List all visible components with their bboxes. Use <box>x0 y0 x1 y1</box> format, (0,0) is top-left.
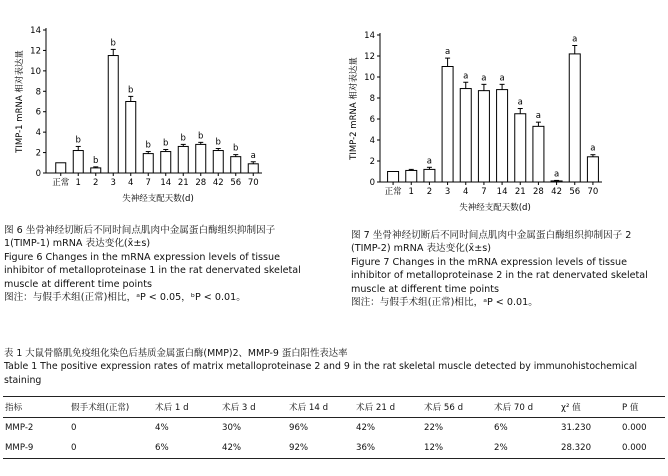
significance-label: b <box>198 131 204 142</box>
table1-title-en-1: Table 1 The positive expression rates of matrix metalloproteinase 2 and 9 in the rat skeletal muscle detected by immunohistochemical <box>4 361 638 373</box>
y-tick-label: 2 <box>35 148 41 159</box>
figure7-caption-en-2: inhibitor of metalloproteinase 2 in the rat denervated skeletal <box>351 270 648 282</box>
y-tick-label: 6 <box>35 107 41 118</box>
significance-label: b <box>128 85 134 96</box>
bar <box>533 126 544 182</box>
x-tick-label: 正常 <box>384 187 402 197</box>
figure7-caption-en-3: muscle at different time points <box>351 283 499 295</box>
table1-header: 术后 21 d <box>356 403 396 413</box>
bar <box>515 114 526 182</box>
y-tick-label: 8 <box>35 87 41 98</box>
table1-header: 假手术组(正常) <box>71 403 130 413</box>
x-tick-label: 2 <box>426 187 433 197</box>
x-tick-label: 56 <box>230 178 242 188</box>
table-cell: 6% <box>155 443 169 453</box>
significance-label: b <box>145 140 151 151</box>
figure7-caption-en-1: Figure 7 Changes in the mRNA expression levels of tissue <box>351 256 628 268</box>
table-cell: 42% <box>222 443 242 453</box>
significance-label: a <box>590 143 596 154</box>
table-cell: 42% <box>356 423 376 433</box>
x-tick-label: 21 <box>177 178 189 188</box>
y-tick-label: 6 <box>369 115 375 125</box>
significance-label: a <box>572 34 578 45</box>
figure7-caption-cn-1: 图 7 坐骨神经切断后不同时间点肌肉中金属蛋白酶组织抑制因子 2 <box>351 230 632 241</box>
figure6-note: 图注：与假手术组(正常)相比，ᵃP < 0.05，ᵇP < 0.01。 <box>4 292 246 304</box>
table1-header: 术后 56 d <box>424 403 464 413</box>
significance-label: a <box>553 169 560 180</box>
table-cell: 0 <box>71 423 77 433</box>
bar <box>196 144 206 173</box>
x-tick-label: 7 <box>481 187 487 197</box>
table1-title <box>4 347 637 387</box>
bar <box>587 157 598 182</box>
bar <box>497 90 508 182</box>
bar <box>73 151 83 173</box>
significance-label: a <box>426 156 433 167</box>
bar <box>388 172 399 183</box>
bar <box>551 181 562 182</box>
table1-header: 术后 70 d <box>494 403 534 413</box>
y-tick-label: 12 <box>364 52 375 62</box>
significance-label: a <box>250 150 256 161</box>
x-tick-label: 1 <box>408 187 414 197</box>
y-tick-label: 4 <box>35 128 41 139</box>
bar <box>126 102 136 174</box>
significance-label: b <box>215 137 221 148</box>
bar <box>213 151 223 173</box>
y-axis-label: TIMP-1 mRNA 相对表达量 <box>15 50 25 153</box>
significance-label: a <box>499 73 505 84</box>
significance-label: b <box>163 138 169 149</box>
table1-header: 术后 1 d <box>155 403 189 413</box>
x-tick-label: 1 <box>75 178 81 188</box>
bar <box>143 154 153 173</box>
x-tick-label: 14 <box>160 178 172 188</box>
table1-title-en-2: staining <box>4 374 42 386</box>
y-tick-label: 10 <box>364 73 375 83</box>
significance-label: a <box>444 47 451 58</box>
table-cell: 0.000 <box>622 443 647 453</box>
x-tick-label: 42 <box>212 178 224 188</box>
bar <box>424 169 435 182</box>
table-cell: 12% <box>424 443 444 453</box>
figure6-caption <box>4 224 301 304</box>
table-cell: 96% <box>289 423 309 433</box>
y-axis-label: TIMP-2 mRNA 相对表达量 <box>349 57 359 160</box>
table-cell: 31.230 <box>561 423 592 433</box>
x-tick-label: 21 <box>514 187 526 197</box>
bar <box>248 164 258 173</box>
x-axis-label: 失神经支配天数(d) <box>459 203 531 213</box>
x-tick-label: 3 <box>444 187 451 197</box>
table1-header: χ² 值 <box>561 403 581 413</box>
y-tick-label: 0 <box>369 178 375 188</box>
table-row <box>3 438 665 459</box>
table-cell: 2% <box>494 443 508 453</box>
x-tick-label: 4 <box>463 187 469 197</box>
y-tick-label: 14 <box>30 26 41 36</box>
figure6-chart <box>0 0 335 222</box>
x-tick-label: 70 <box>587 187 599 197</box>
bar <box>442 67 453 183</box>
bar <box>161 152 171 173</box>
bar <box>91 168 101 173</box>
y-tick-label: 8 <box>369 94 375 104</box>
figure6-caption-cn-1: 图 6 坐骨神经切断后不同时间点肌肉中金属蛋白酶组织抑制因子 <box>4 225 276 236</box>
table-cell: 6% <box>494 423 508 433</box>
bar <box>108 56 118 173</box>
significance-label: a <box>517 97 523 108</box>
y-tick-label: 0 <box>35 169 41 179</box>
significance-label: b <box>180 133 186 144</box>
figure7-note: 图注：与假手术组(正常)相比，ᵃP < 0.01。 <box>351 297 538 309</box>
bar <box>178 146 188 173</box>
significance-label: b <box>233 143 239 154</box>
significance-label: b <box>93 155 99 166</box>
x-axis-label: 失神经支配天数(d) <box>122 194 194 204</box>
figure6-caption-en-1: Figure 6 Changes in the mRNA expression levels of tissue <box>4 251 281 263</box>
figure6-caption-en-2: inhibitor of metalloproteinase 1 in the rat denervated skeletal <box>4 265 301 277</box>
bar <box>478 91 489 182</box>
significance-label: b <box>75 135 81 146</box>
significance-label: b <box>110 38 116 49</box>
y-tick-label: 10 <box>30 66 41 77</box>
bar <box>56 163 66 173</box>
table1-header: 指标 <box>5 403 23 413</box>
x-tick-label: 28 <box>195 178 207 188</box>
table-cell: 92% <box>289 443 309 453</box>
x-tick-label: 70 <box>247 178 259 188</box>
figure6-caption-cn-2: 1(TIMP-1) mRNA 表达变化(x̄±s) <box>4 238 151 250</box>
table-row <box>3 418 665 439</box>
table-cell: 30% <box>222 423 242 433</box>
significance-label: a <box>481 73 487 84</box>
table-cell: MMP-9 <box>5 443 34 453</box>
x-tick-label: 2 <box>93 178 99 188</box>
x-tick-label: 4 <box>128 178 134 188</box>
x-tick-label: 42 <box>551 187 562 197</box>
table1-header: 术后 14 d <box>289 403 329 413</box>
table-cell: 0.000 <box>622 423 647 433</box>
y-tick-label: 12 <box>30 46 41 57</box>
table1 <box>3 396 665 459</box>
table-cell: 36% <box>356 443 376 453</box>
table-cell: 22% <box>424 423 444 433</box>
significance-label: a <box>535 111 542 122</box>
x-tick-label: 14 <box>496 187 508 197</box>
figure7-caption <box>351 229 648 309</box>
y-tick-label: 4 <box>369 136 375 146</box>
figure6-caption-en-3: muscle at different time points <box>4 278 152 290</box>
bar <box>231 157 241 173</box>
significance-label: a <box>463 71 469 82</box>
table1-title-cn: 表 1 大鼠骨骼肌免疫组化染色后基质金属蛋白酶(MMP)2、MMP-9 蛋白阳性表达率 <box>4 348 348 359</box>
x-tick-label: 正常 <box>52 178 70 188</box>
x-tick-label: 3 <box>110 178 116 188</box>
bar <box>460 89 471 182</box>
table1-header: P 值 <box>622 403 639 413</box>
y-tick-label: 2 <box>369 157 375 167</box>
x-tick-label: 56 <box>569 187 581 197</box>
figure7-chart <box>336 0 668 228</box>
table-cell: 4% <box>155 423 169 433</box>
bar <box>569 54 580 182</box>
x-tick-label: 7 <box>145 178 151 188</box>
table1-header: 术后 3 d <box>222 403 256 413</box>
table-cell: MMP-2 <box>5 423 34 433</box>
table1-header-row <box>3 397 665 418</box>
table-cell: 0 <box>71 443 77 453</box>
table-cell: 28.320 <box>561 443 592 453</box>
bar <box>406 170 417 182</box>
y-tick-label: 14 <box>364 31 375 41</box>
figure7-caption-cn-2: (TIMP-2) mRNA 表达变化(x̄±s) <box>351 243 492 255</box>
x-tick-label: 28 <box>533 187 544 197</box>
